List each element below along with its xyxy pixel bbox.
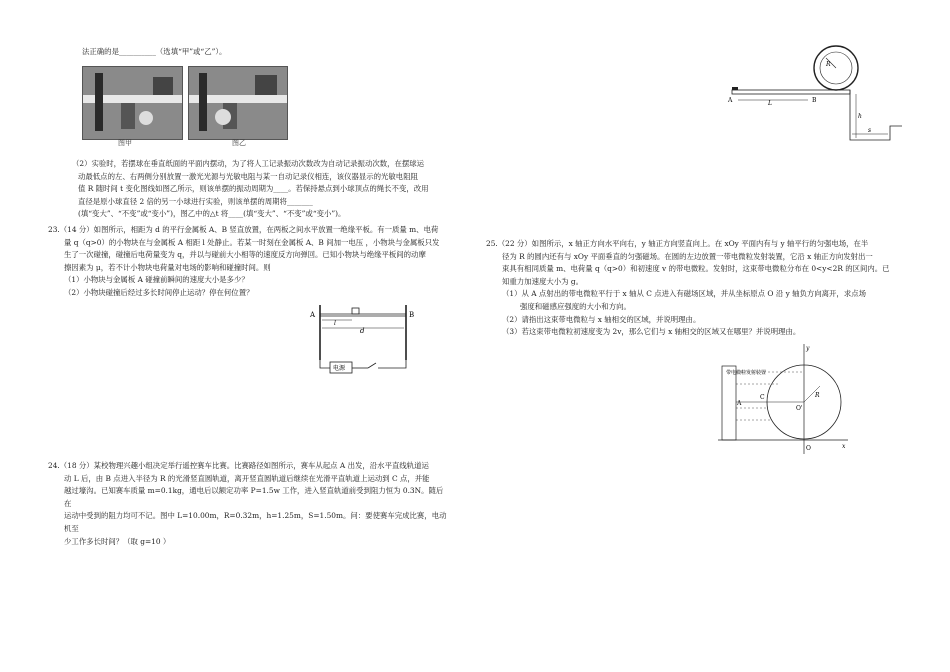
q23-line: 生了一次碰撞，碰撞后电荷量变为 q，并以与碰前大小相等的速度反方向弹回。已知小物块与绝缘平板间的动摩 <box>64 250 426 260</box>
q2-line: （2）实验时，若摆球在垂直纸面的平面内摆动，为了将人工记录振动次数改为自动记录振动次数，在摆球运 <box>72 159 425 168</box>
q2-line: 值 R 随时间 t 变化图线如图乙所示，则该单摆的振动周期为____。若保持悬点到小球顶点的绳长不变，改用 <box>78 184 429 194</box>
switch <box>368 363 376 368</box>
radius-label: R <box>826 61 831 68</box>
distance-d-label: d <box>360 327 365 335</box>
plate-b-label: B <box>409 311 415 319</box>
figure-caption-b: 图乙 <box>232 139 246 147</box>
q24-line: 动 L 后，由 B 点进入半径为 R 的光滑竖直圆轨道，离开竖直圆轨道后继续在光滑平直轨道上运动到 C 点，并能 <box>64 473 430 483</box>
q25-subquestion-3: （3）若这束带电微粒初速度变为 2v，那么它们与 x 轴相交的区域又在哪里？并说明理由。 <box>502 327 801 337</box>
q25-subquestion-1-cont: 强度和磁感应强度的大小和方向。 <box>520 301 631 311</box>
y-axis-label: y <box>806 345 810 352</box>
radius-label: R <box>815 392 820 399</box>
q25-line: 束具有相同质量 m、电荷量 q（q>0）和初速度 v 的带电微粒。发射时，这束带电微粒分布在 0<y<2R 的区间内。已 <box>502 264 890 274</box>
race-car <box>732 87 738 90</box>
q24-line: 少工作多长时间？（取 g=10 ） <box>64 536 171 546</box>
point-a-label: A <box>728 97 733 104</box>
emitter-label: 带电微粒发射装置 <box>726 370 767 376</box>
caliper-photo-a <box>82 66 183 140</box>
particle-emitter <box>722 366 736 440</box>
question-fragment <box>82 46 226 59</box>
height-h-label: h <box>858 113 862 120</box>
length-l-label: L <box>768 100 772 107</box>
point-b-label: B <box>812 97 817 104</box>
q2-line: 直径是原小球直径 2 倍的另一小球进行实验，则该单摆的周期将_______ <box>78 196 313 206</box>
distance-l-label: l <box>334 320 336 327</box>
q23-subquestion-1: （1）小物块与金属板 A 碰撞前瞬间的速度大小是多少？ <box>64 275 249 285</box>
question-25 <box>486 238 916 339</box>
q25-line: 25.（22 分）如图所示，x 轴正方向水平向右，y 轴正方向竖直向上。在 xOy 平面内有与 y 轴平行的匀强电场，在半 <box>486 239 869 248</box>
plates-diagram <box>308 300 420 382</box>
field-diagram <box>714 342 848 460</box>
q25-line: 径为 R 的圆内还有与 xOy 平面垂直的匀强磁场。在圆的左边放置一带电微粒发射装置，它沿 x 轴正方向发射出一 <box>502 251 873 261</box>
q2-line: (填“变大”、“不变”或“变小”)，图乙中的△t 将____(填“变大”、“不变”或“变小”)。 <box>78 209 346 219</box>
point-c-label: C <box>760 394 765 401</box>
q24-line: 越过壕沟。已知赛车质量 m=0.1kg，通电后以额定功率 P=1.5w 工作，进入竖直轨道前受到阻力恒为 0.3N。随后在 <box>64 486 444 508</box>
race-track-diagram <box>726 42 906 152</box>
q23-line: 23.（14 分）如图所示，相距为 d 的平行金属板 A、B 竖直放置，在两板之间水平放置一绝缘平板。有一质量 m、电荷 <box>48 225 439 234</box>
question-2 <box>62 158 452 221</box>
q25-subquestion-1: （1）从 A 点射出的带电微粒平行于 x 轴从 C 点进入有磁场区域，并从坐标原点 O 沿 y 轴负方向离开，求点场 <box>502 289 867 299</box>
q23-subquestion-2: （2）小物块碰撞后经过多长时间停止运动？停在何位置？ <box>64 287 254 297</box>
question-23 <box>48 224 448 300</box>
caliper-photo-b <box>188 66 288 140</box>
power-label: 电源 <box>333 365 346 372</box>
q25-subquestion-2: （2）请指出这束带电微粒与 x 轴相交的区域，并说明理由。 <box>502 314 701 324</box>
q2-line: 动最低点的左、右两侧分别放置一激光光源与光敏电阻与某一自动记录仪相连，该仪器显示的光敏电阻阻 <box>78 171 418 181</box>
answer-prompt: 法正确的是__________（选填“甲”或“乙”）。 <box>82 47 227 56</box>
q24-line: 运动中受到的阻力均可不记。图中 L=10.00m，R=0.32m，h=1.25m，S=1.50m。问：要使赛车完成比赛，电动机至 <box>64 511 447 533</box>
origin-label: O <box>806 445 811 452</box>
ditch-s-label: s <box>868 127 872 134</box>
small-block <box>352 308 359 314</box>
plate-a-label: A <box>310 311 316 319</box>
q23-line: 擦因素为 μ，若不计小物块电荷量对电场的影响和碰撞时间。则 <box>64 262 271 272</box>
q25-line: 知重力加速度大小为 g。 <box>502 276 583 286</box>
question-24 <box>48 460 448 548</box>
x-axis-label: x <box>842 443 846 450</box>
center-label: O' <box>796 405 803 412</box>
q23-line: 量 q（q>0）的小物块在与金属板 A 相距 l 处静止。若某一时刻在金属板 A、B 间加一电压 ，小物块与金属板只发 <box>64 237 440 247</box>
point-a-label: A <box>737 400 742 407</box>
figure-caption-a: 图甲 <box>118 139 132 147</box>
q24-line: 24.（18 分）某校物理兴趣小组决定举行遥控赛车比赛。比赛路径如图所示，赛车从起点 A 出发，沿水平直线轨道运 <box>48 461 429 470</box>
